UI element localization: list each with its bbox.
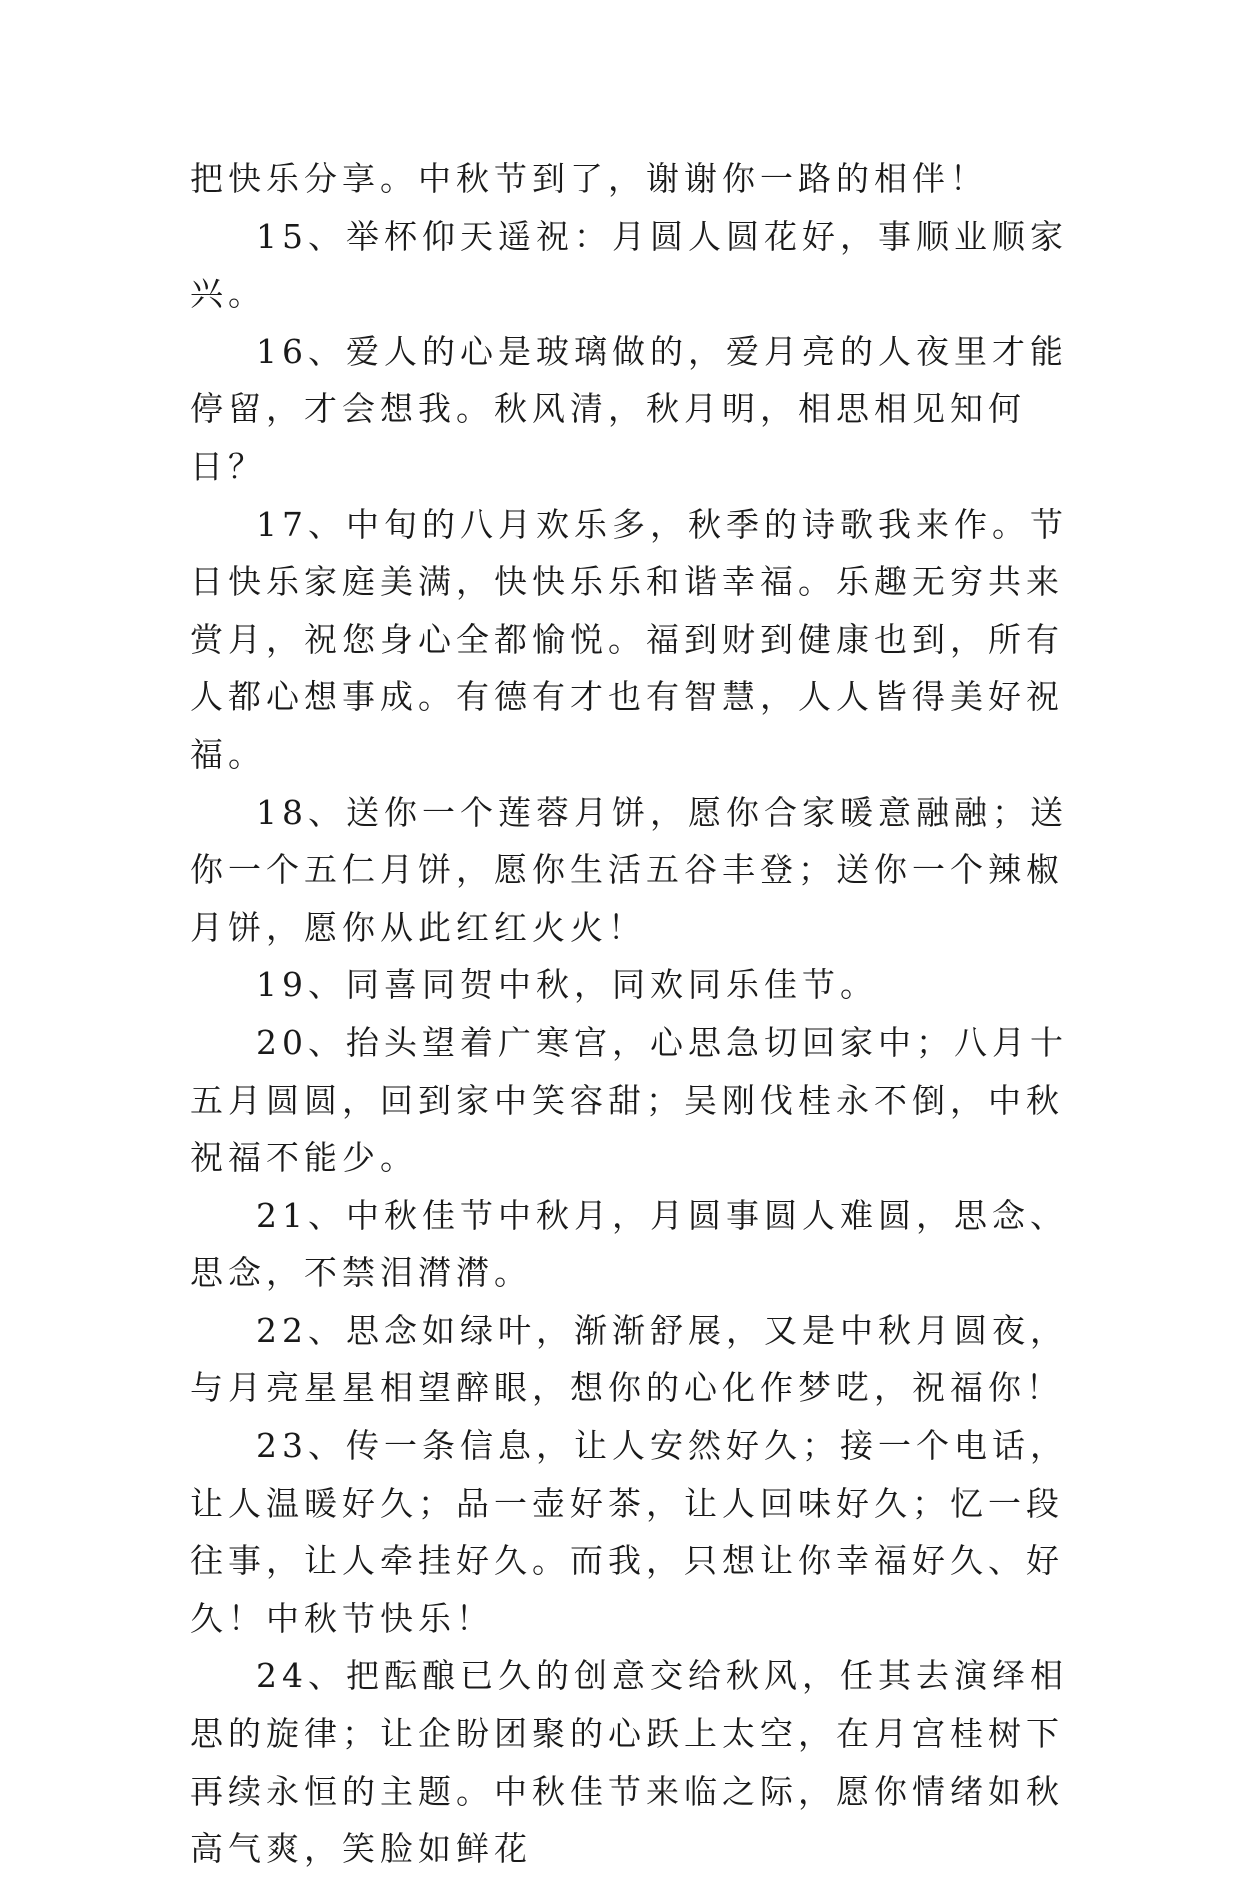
paragraph-16: 16、爱人的心是玻璃做的，爱月亮的人夜里才能停留，才会想我。秋风清，秋月明，相思相见知何日？ xyxy=(190,331,1068,486)
body-text xyxy=(190,150,1070,1878)
paragraph-22: 22、思念如绿叶，渐渐舒展，又是中秋月圆夜，与月亮星星相望醉眼，想你的心化作梦呓，祝福你！ xyxy=(190,1310,1068,1408)
paragraph-23: 23、传一条信息，让人安然好久；接一个电话，让人温暖好久；品一壶好茶，让人回味好久；忆一段往事，让人牵挂好久。而我，只想让你幸福好久、好久！中秋节快乐！ xyxy=(190,1426,1068,1638)
paragraph-18: 18、送你一个莲蓉月饼，愿你合家暖意融融；送你一个五仁月饼，愿你生活五谷丰登；送你一个辣椒月饼，愿你从此红红火火！ xyxy=(190,792,1068,947)
paragraph-21: 21、中秋佳节中秋月，月圆事圆人难圆，思念、思念，不禁泪潸潸。 xyxy=(190,1195,1068,1293)
paragraph-24: 24、把酝酿已久的创意交给秋风，任其去演绎相思的旋律；让企盼团聚的心跃上太空，在月宫桂树下再续永恒的主题。中秋佳节来临之际，愿你情绪如秋高气爽，笑脸如鲜花 xyxy=(190,1656,1068,1869)
paragraph-continued: 把快乐分享。中秋节到了，谢谢你一路的相伴！ xyxy=(190,159,988,198)
paragraph-20: 20、抬头望着广寒宫，心思急切回家中；八月十五月圆圆，回到家中笑容甜；吴刚伐桂永不倒，中秋祝福不能少。 xyxy=(190,1022,1068,1178)
paragraph-15: 15、举杯仰天遥祝：月圆人圆花好，事顺业顺家兴。 xyxy=(190,216,1068,314)
paragraph-19: 19、同喜同贺中秋，同欢同乐佳节。 xyxy=(256,965,878,1005)
paragraph-17: 17、中旬的八月欢乐多，秋季的诗歌我来作。节日快乐家庭美满，快快乐乐和谐幸福。乐趣无穷共来赏月，祝您身心全都愉悦。福到财到健康也到，所有人都心想事成。有德有才也有智慧，人人皆得美好祝福。 xyxy=(190,504,1068,774)
